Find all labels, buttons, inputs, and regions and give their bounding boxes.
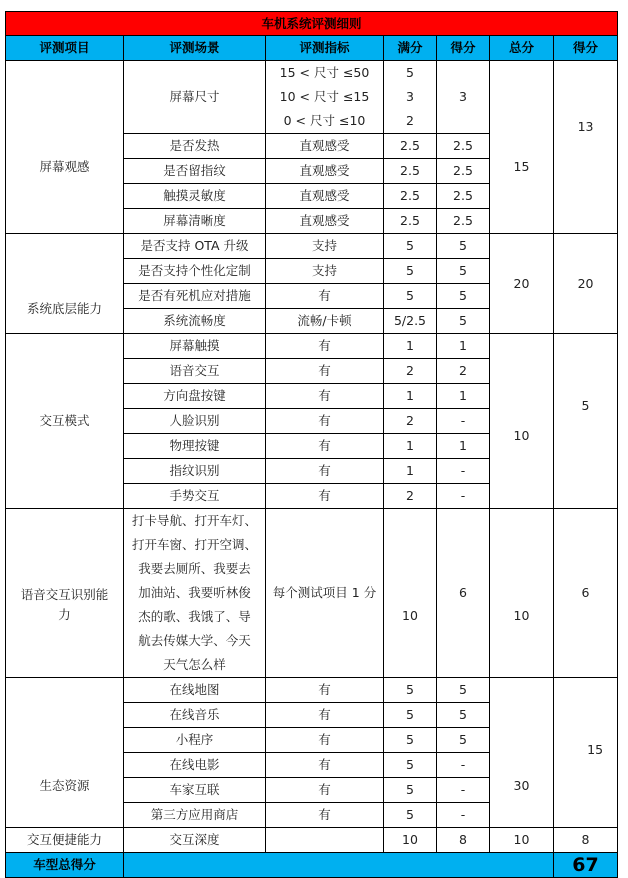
metric-cell: 有 [266,703,384,728]
size-metric: 0 < 尺寸 ≤10 [283,113,366,128]
got-cell: 6 [437,509,490,678]
category-screen: 屏幕观感 [6,61,124,234]
score-system: 20 [554,234,618,334]
got-cell: 5 [437,728,490,753]
got-cell: 5 [437,259,490,284]
size-metric: 10 < 尺寸 ≤15 [279,89,370,104]
metric-cell: 支持 [266,259,384,284]
got-cell: 5 [437,309,490,334]
voice-scene-line: 我要去厕所、我要去 [138,561,251,576]
table-row [6,334,618,359]
header-scene: 评测场景 [124,36,266,61]
category-ecosystem: 生态资源 [6,678,124,828]
got-cell: - [437,778,490,803]
full-cell: 1 [384,384,437,409]
full-cell: 5 [384,703,437,728]
scene-cell: 是否发热 [124,134,266,159]
full-cell: 2.5 [384,159,437,184]
got-cell: 5 [437,234,490,259]
got-cell: 1 [437,334,490,359]
metric-cell: 有 [266,778,384,803]
scene-cell: 在线电影 [124,753,266,778]
full-cell: 1 [384,334,437,359]
size-full: 3 [406,89,414,104]
category-voice [6,509,124,678]
score-voice: 6 [554,509,618,678]
metric-cell: 有 [266,284,384,309]
total-ecosystem: 30 [490,678,554,828]
footer-spacer [124,853,554,878]
footer-total-score: 67 [554,853,618,878]
metric-cell: 有 [266,384,384,409]
scene-cell: 在线地图 [124,678,266,703]
voice-scene-line: 打开车窗、打开空调、 [131,537,257,552]
size-full: 5 [406,65,414,80]
full-cell: 1 [384,459,437,484]
total-screen: 15 [490,61,554,234]
size-full-cell [384,61,437,134]
full-cell: 2.5 [384,184,437,209]
metric-cell: 直观感受 [266,159,384,184]
scene-cell: 屏幕触摸 [124,334,266,359]
got-cell: - [437,803,490,828]
scene-cell: 方向盘按键 [124,384,266,409]
full-cell: 10 [384,509,437,678]
scene-cell: 是否留指纹 [124,159,266,184]
table-row [6,234,618,259]
got-cell: 2 [437,359,490,384]
metric-cell: 有 [266,334,384,359]
size-metric: 15 < 尺寸 ≤50 [279,65,370,80]
voice-scene-line: 航去传媒大学、今天 [138,633,251,648]
category-system: 系统底层能力 [6,234,124,334]
full-cell: 5 [384,778,437,803]
full-cell: 5 [384,678,437,703]
total-voice: 10 [490,509,554,678]
title-row [6,12,618,36]
category-voice-line: 力 [58,607,71,622]
metric-cell: 有 [266,434,384,459]
size-full: 2 [406,113,414,128]
header-metric: 评测指标 [266,36,384,61]
scene-cell: 人脸识别 [124,409,266,434]
scene-cell: 物理按键 [124,434,266,459]
scene-cell: 语音交互 [124,359,266,384]
got-cell: 2.5 [437,209,490,234]
scene-cell: 小程序 [124,728,266,753]
metric-cell: 有 [266,359,384,384]
metric-cell [266,828,384,853]
voice-scene-line: 杰的歌、我饿了、导 [138,609,251,624]
voice-scene-line: 打卡导航、打开车灯、 [131,513,257,528]
got-cell: 5 [437,703,490,728]
full-cell: 10 [384,828,437,853]
metric-cell: 直观感受 [266,184,384,209]
metric-cell: 有 [266,728,384,753]
header-item-score: 得分 [437,36,490,61]
scene-cell: 第三方应用商店 [124,803,266,828]
table-title: 车机系统评测细则 [6,12,618,36]
footer-label: 车型总得分 [6,853,124,878]
header-total: 总分 [490,36,554,61]
footer-row [6,853,618,878]
got-cell: 5 [437,284,490,309]
scene-cell: 是否支持个性化定制 [124,259,266,284]
score-ecosystem: 15 [554,678,618,828]
metric-cell: 支持 [266,234,384,259]
metric-cell: 有 [266,678,384,703]
header-row [6,36,618,61]
full-cell: 5 [384,234,437,259]
full-cell: 5 [384,803,437,828]
got-cell: 5 [437,678,490,703]
size-metrics-cell [266,61,384,134]
full-cell: 5 [384,284,437,309]
evaluation-table-container [5,11,617,878]
got-cell: - [437,753,490,778]
metric-cell: 每个测试项目 1 分 [266,509,384,678]
scene-cell: 触摸灵敏度 [124,184,266,209]
full-cell: 1 [384,434,437,459]
metric-cell: 有 [266,409,384,434]
full-cell: 5 [384,728,437,753]
metric-cell: 流畅/卡顿 [266,309,384,334]
scene-cell: 交互深度 [124,828,266,853]
got-cell: 2.5 [437,159,490,184]
size-got-cell: 3 [437,61,490,134]
score-screen: 13 [554,61,618,234]
scene-cell: 在线音乐 [124,703,266,728]
got-cell: - [437,459,490,484]
full-cell: 2.5 [384,209,437,234]
total-interaction: 10 [490,334,554,509]
header-full-score: 满分 [384,36,437,61]
category-voice-line: 语音交互识别能 [20,587,109,602]
table-row [6,828,618,853]
got-cell: - [437,409,490,434]
scene-cell: 系统流畅度 [124,309,266,334]
full-cell: 2 [384,484,437,509]
total-convenience: 10 [490,828,554,853]
scene-cell: 手势交互 [124,484,266,509]
full-cell: 2.5 [384,134,437,159]
full-cell: 2 [384,359,437,384]
scene-cell: 车家互联 [124,778,266,803]
full-cell: 5/2.5 [384,309,437,334]
score-interaction: 5 [554,334,618,509]
scene-cell: 是否支持 OTA 升级 [124,234,266,259]
voice-scene-cell [124,509,266,678]
category-convenience: 交互便捷能力 [6,828,124,853]
scene-cell: 屏幕清晰度 [124,209,266,234]
score-convenience: 8 [554,828,618,853]
full-cell: 5 [384,753,437,778]
header-category: 评测项目 [6,36,124,61]
metric-cell: 直观感受 [266,209,384,234]
metric-cell: 有 [266,459,384,484]
got-cell: 8 [437,828,490,853]
scene-cell: 指纹识别 [124,459,266,484]
metric-cell: 有 [266,803,384,828]
voice-scene-line: 天气怎么样 [163,657,226,672]
metric-cell: 有 [266,753,384,778]
voice-scene-line: 加油站、我要听林俊 [138,585,251,600]
got-cell: - [437,484,490,509]
table-row [6,61,618,134]
evaluation-table [5,11,618,878]
scene-cell: 是否有死机应对措施 [124,284,266,309]
header-score: 得分 [554,36,618,61]
table-row [6,509,618,678]
metric-cell: 有 [266,484,384,509]
scene-cell: 屏幕尺寸 [124,61,266,134]
table-row [6,678,618,703]
full-cell: 2 [384,409,437,434]
category-interaction: 交互模式 [6,334,124,509]
got-cell: 1 [437,434,490,459]
got-cell: 2.5 [437,184,490,209]
got-cell: 2.5 [437,134,490,159]
got-cell: 1 [437,384,490,409]
full-cell: 5 [384,259,437,284]
total-system: 20 [490,234,554,334]
metric-cell: 直观感受 [266,134,384,159]
